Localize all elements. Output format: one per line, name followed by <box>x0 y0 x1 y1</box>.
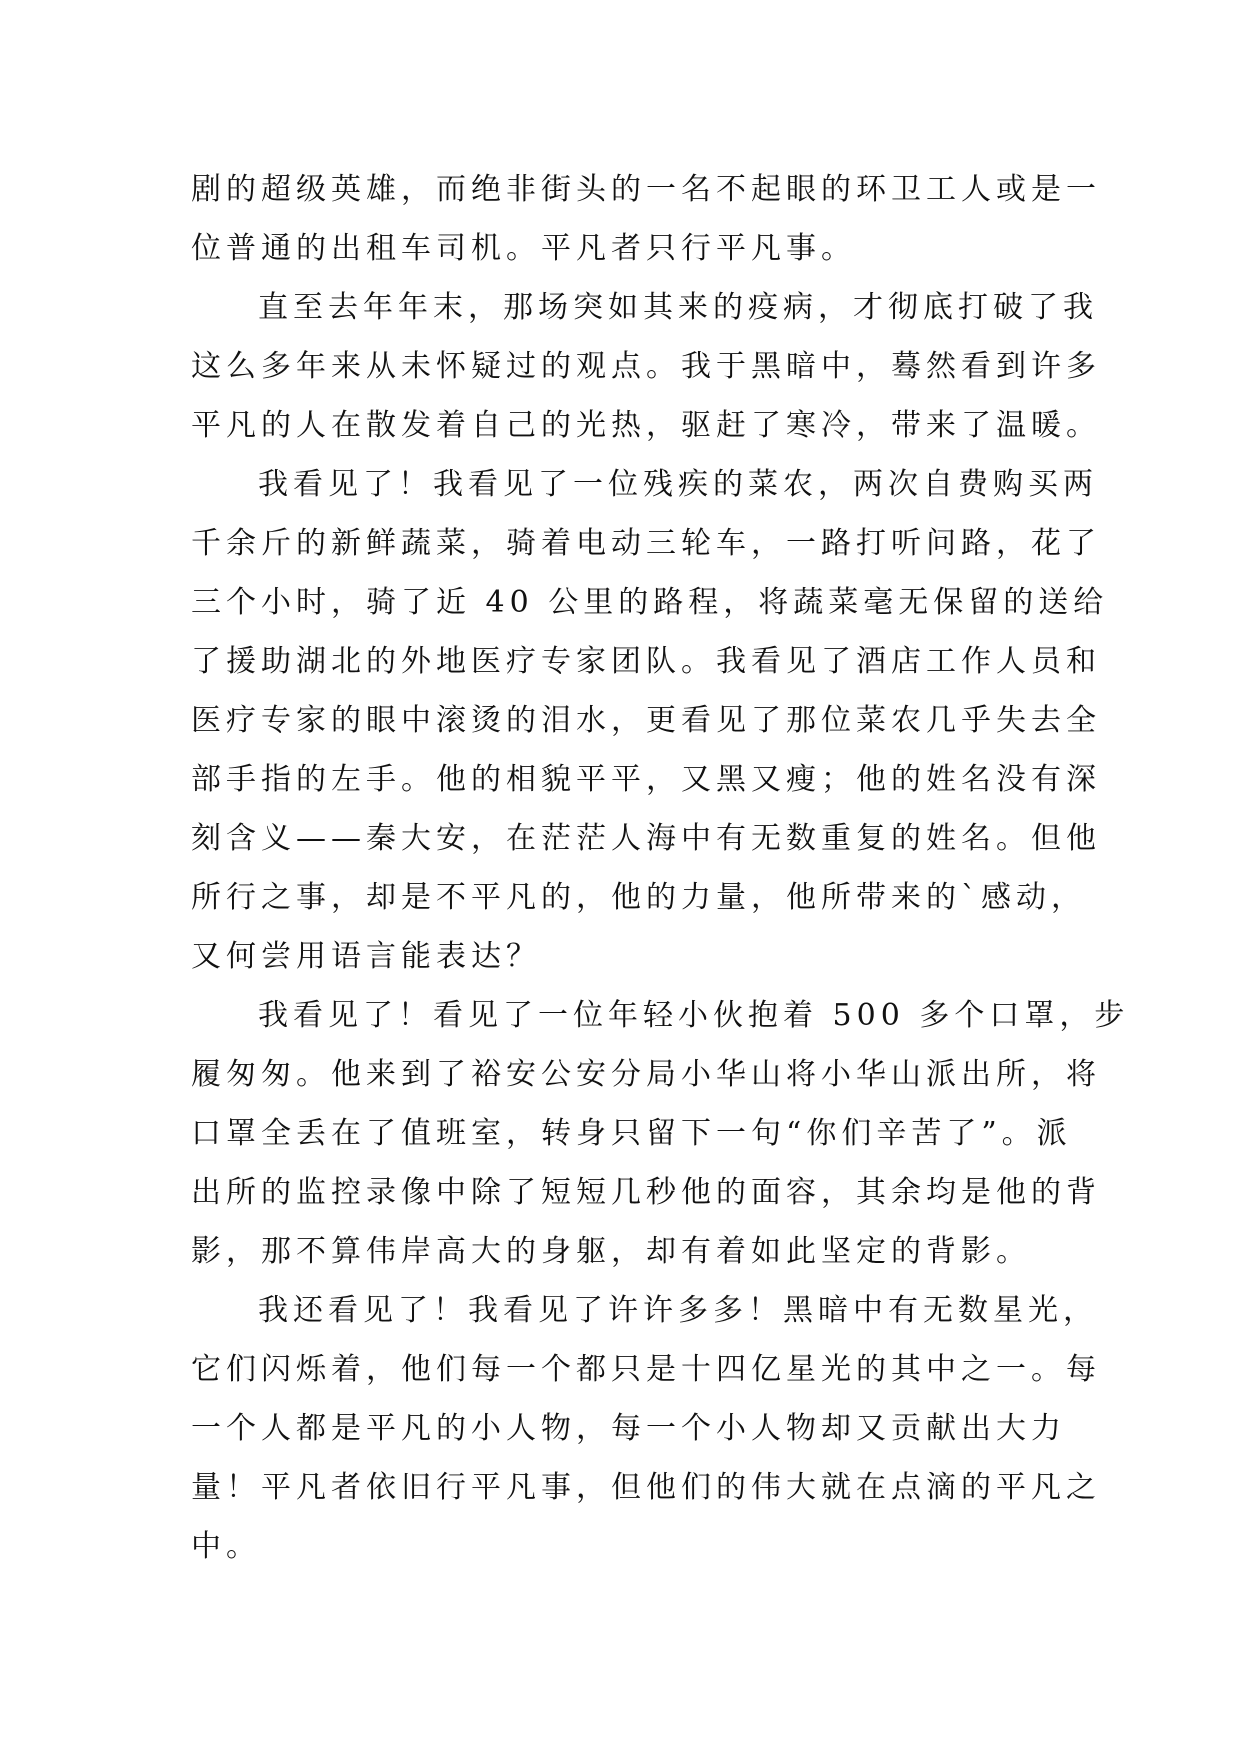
text-line: 这么多年来从未怀疑过的观点。我于黑暗中，蓦然看到许多 <box>191 349 1101 384</box>
text-line: 量！平凡者依旧行平凡事，但他们的伟大就在点滴的平凡之 <box>191 1470 1101 1505</box>
text-line: 三个小时，骑了近 40 公里的路程，将蔬菜毫无保留的送给 <box>191 585 1109 620</box>
text-line: 中。 <box>191 1529 261 1564</box>
text-line: 一个人都是平凡的小人物，每一个小人物却又贡献出大力 <box>191 1411 1066 1446</box>
text-line: 影，那不算伟岸高大的身躯，却有着如此坚定的背影。 <box>191 1234 1031 1269</box>
text-line: 刻含义——秦大安，在茫茫人海中有无数重复的姓名。但他 <box>191 821 1101 856</box>
text-line: 所行之事，却是不平凡的，他的力量，他所带来的`感动， <box>191 880 1086 915</box>
text-line: 口罩全丢在了值班室，转身只留下一句“你们辛苦了”。派 <box>191 1116 1072 1151</box>
body-text <box>191 160 1130 1576</box>
text-line: 履匆匆。他来到了裕安公安分局小华山将小华山派出所，将 <box>191 1057 1101 1092</box>
text-line: 剧的超级英雄，而绝非街头的一名不起眼的环卫工人或是一 <box>191 172 1101 207</box>
text-line: 位普通的出租车司机。平凡者只行平凡事。 <box>191 231 856 266</box>
text-line: 部手指的左手。他的相貌平平，又黑又瘦；他的姓名没有深 <box>191 762 1101 797</box>
paragraph-start-line: 我看见了！看见了一位年轻小伙抱着 500 多个口罩，步 <box>258 998 1130 1033</box>
text-line: 又何尝用语言能表达？ <box>191 939 541 974</box>
paragraph-start-line: 我还看见了！我看见了许许多多！黑暗中有无数星光， <box>258 1293 1098 1328</box>
paragraph-start-line: 我看见了！我看见了一位残疾的菜农，两次自费购买两 <box>258 467 1098 502</box>
text-line: 了援助湖北的外地医疗专家团队。我看见了酒店工作人员和 <box>191 644 1101 679</box>
paragraph-start-line: 直至去年年末，那场突如其来的疫病，才彻底打破了我 <box>258 290 1098 325</box>
text-line: 千余斤的新鲜蔬菜，骑着电动三轮车，一路打听问路，花了 <box>191 526 1101 561</box>
text-line: 出所的监控录像中除了短短几秒他的面容，其余均是他的背 <box>191 1175 1101 1210</box>
text-line: 医疗专家的眼中滚烫的泪水，更看见了那位菜农几乎失去全 <box>191 703 1101 738</box>
text-line: 它们闪烁着，他们每一个都只是十四亿星光的其中之一。每 <box>191 1352 1101 1387</box>
text-line: 平凡的人在散发着自己的光热，驱赶了寒冷，带来了温暖。 <box>191 408 1101 443</box>
